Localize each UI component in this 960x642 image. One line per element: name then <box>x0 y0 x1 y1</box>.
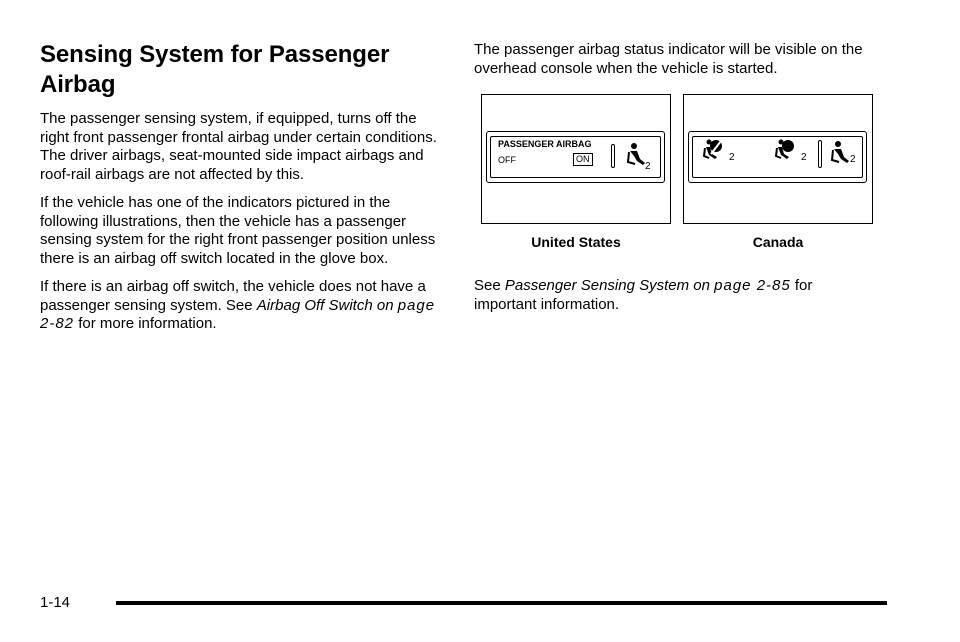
indicator-divider <box>818 140 822 168</box>
footer-rule <box>116 601 887 605</box>
left-column <box>40 40 440 344</box>
page-number: 1-14 <box>40 594 71 611</box>
canada-icon-number-1: 2 <box>729 152 735 163</box>
canada-indicator-figure <box>683 94 873 224</box>
canada-icon-number-3: 2 <box>850 154 856 165</box>
passenger-sensing-system-link[interactable]: Passenger Sensing System <box>504 277 690 294</box>
paragraph-3-end: for more information. <box>74 315 217 332</box>
see-pre: See <box>474 277 505 294</box>
paragraph-3 <box>40 278 440 334</box>
canada-indicator-panel <box>688 131 867 183</box>
off-label: OFF <box>498 155 516 165</box>
indicator-intro: The passenger airbag status indicator will be visible on the overhead console when the vehicle is started. <box>474 41 863 77</box>
us-indicator-panel <box>486 131 665 183</box>
seated-passenger-icon <box>625 142 653 170</box>
canada-caption: Canada <box>752 234 804 250</box>
section-heading: Sensing System for Passenger Airbag <box>40 41 390 98</box>
paragraph-3-text: If there is an airbag off switch, the vehicle does not have a passenger sensing system. See <box>40 278 426 314</box>
passenger-airbag-label: PASSENGER AIRBAG <box>498 139 592 149</box>
right-column <box>474 41 924 88</box>
airbag-on-icon <box>775 138 809 166</box>
paragraph-1: The passenger sensing system, if equipped, turns off the right front passenger frontal airbag under certain conditions. The driver airbags, seat-mounted side impact airbags and roof-rail airbags are not affected by this. <box>40 110 437 183</box>
see-on-text: on <box>689 277 715 294</box>
indicator-divider <box>611 144 615 168</box>
on-label: ON <box>573 153 593 166</box>
us-icon-number: 2 <box>645 161 651 170</box>
page-ref-link[interactable]: page 2-82 <box>40 296 436 332</box>
on-text: on <box>372 296 398 314</box>
airbag-off-icon <box>703 138 737 166</box>
see-reference <box>474 277 874 314</box>
see-post: for important information. <box>474 277 813 313</box>
us-caption: United States <box>531 234 621 250</box>
see-page-ref-link[interactable]: page 2-85 <box>714 277 791 294</box>
paragraph-2: If the vehicle has one of the indicators pictured in the following illustrations, then the vehicle has a passenger sensing system for the right front passenger position unless there is an airbag off switch located in the glove box. <box>40 194 436 267</box>
canada-icon-number-2: 2 <box>801 152 807 163</box>
us-indicator-figure <box>481 94 671 224</box>
airbag-off-switch-link[interactable]: Airbag Off Switch <box>256 296 373 314</box>
seated-passenger-icon <box>829 140 859 168</box>
